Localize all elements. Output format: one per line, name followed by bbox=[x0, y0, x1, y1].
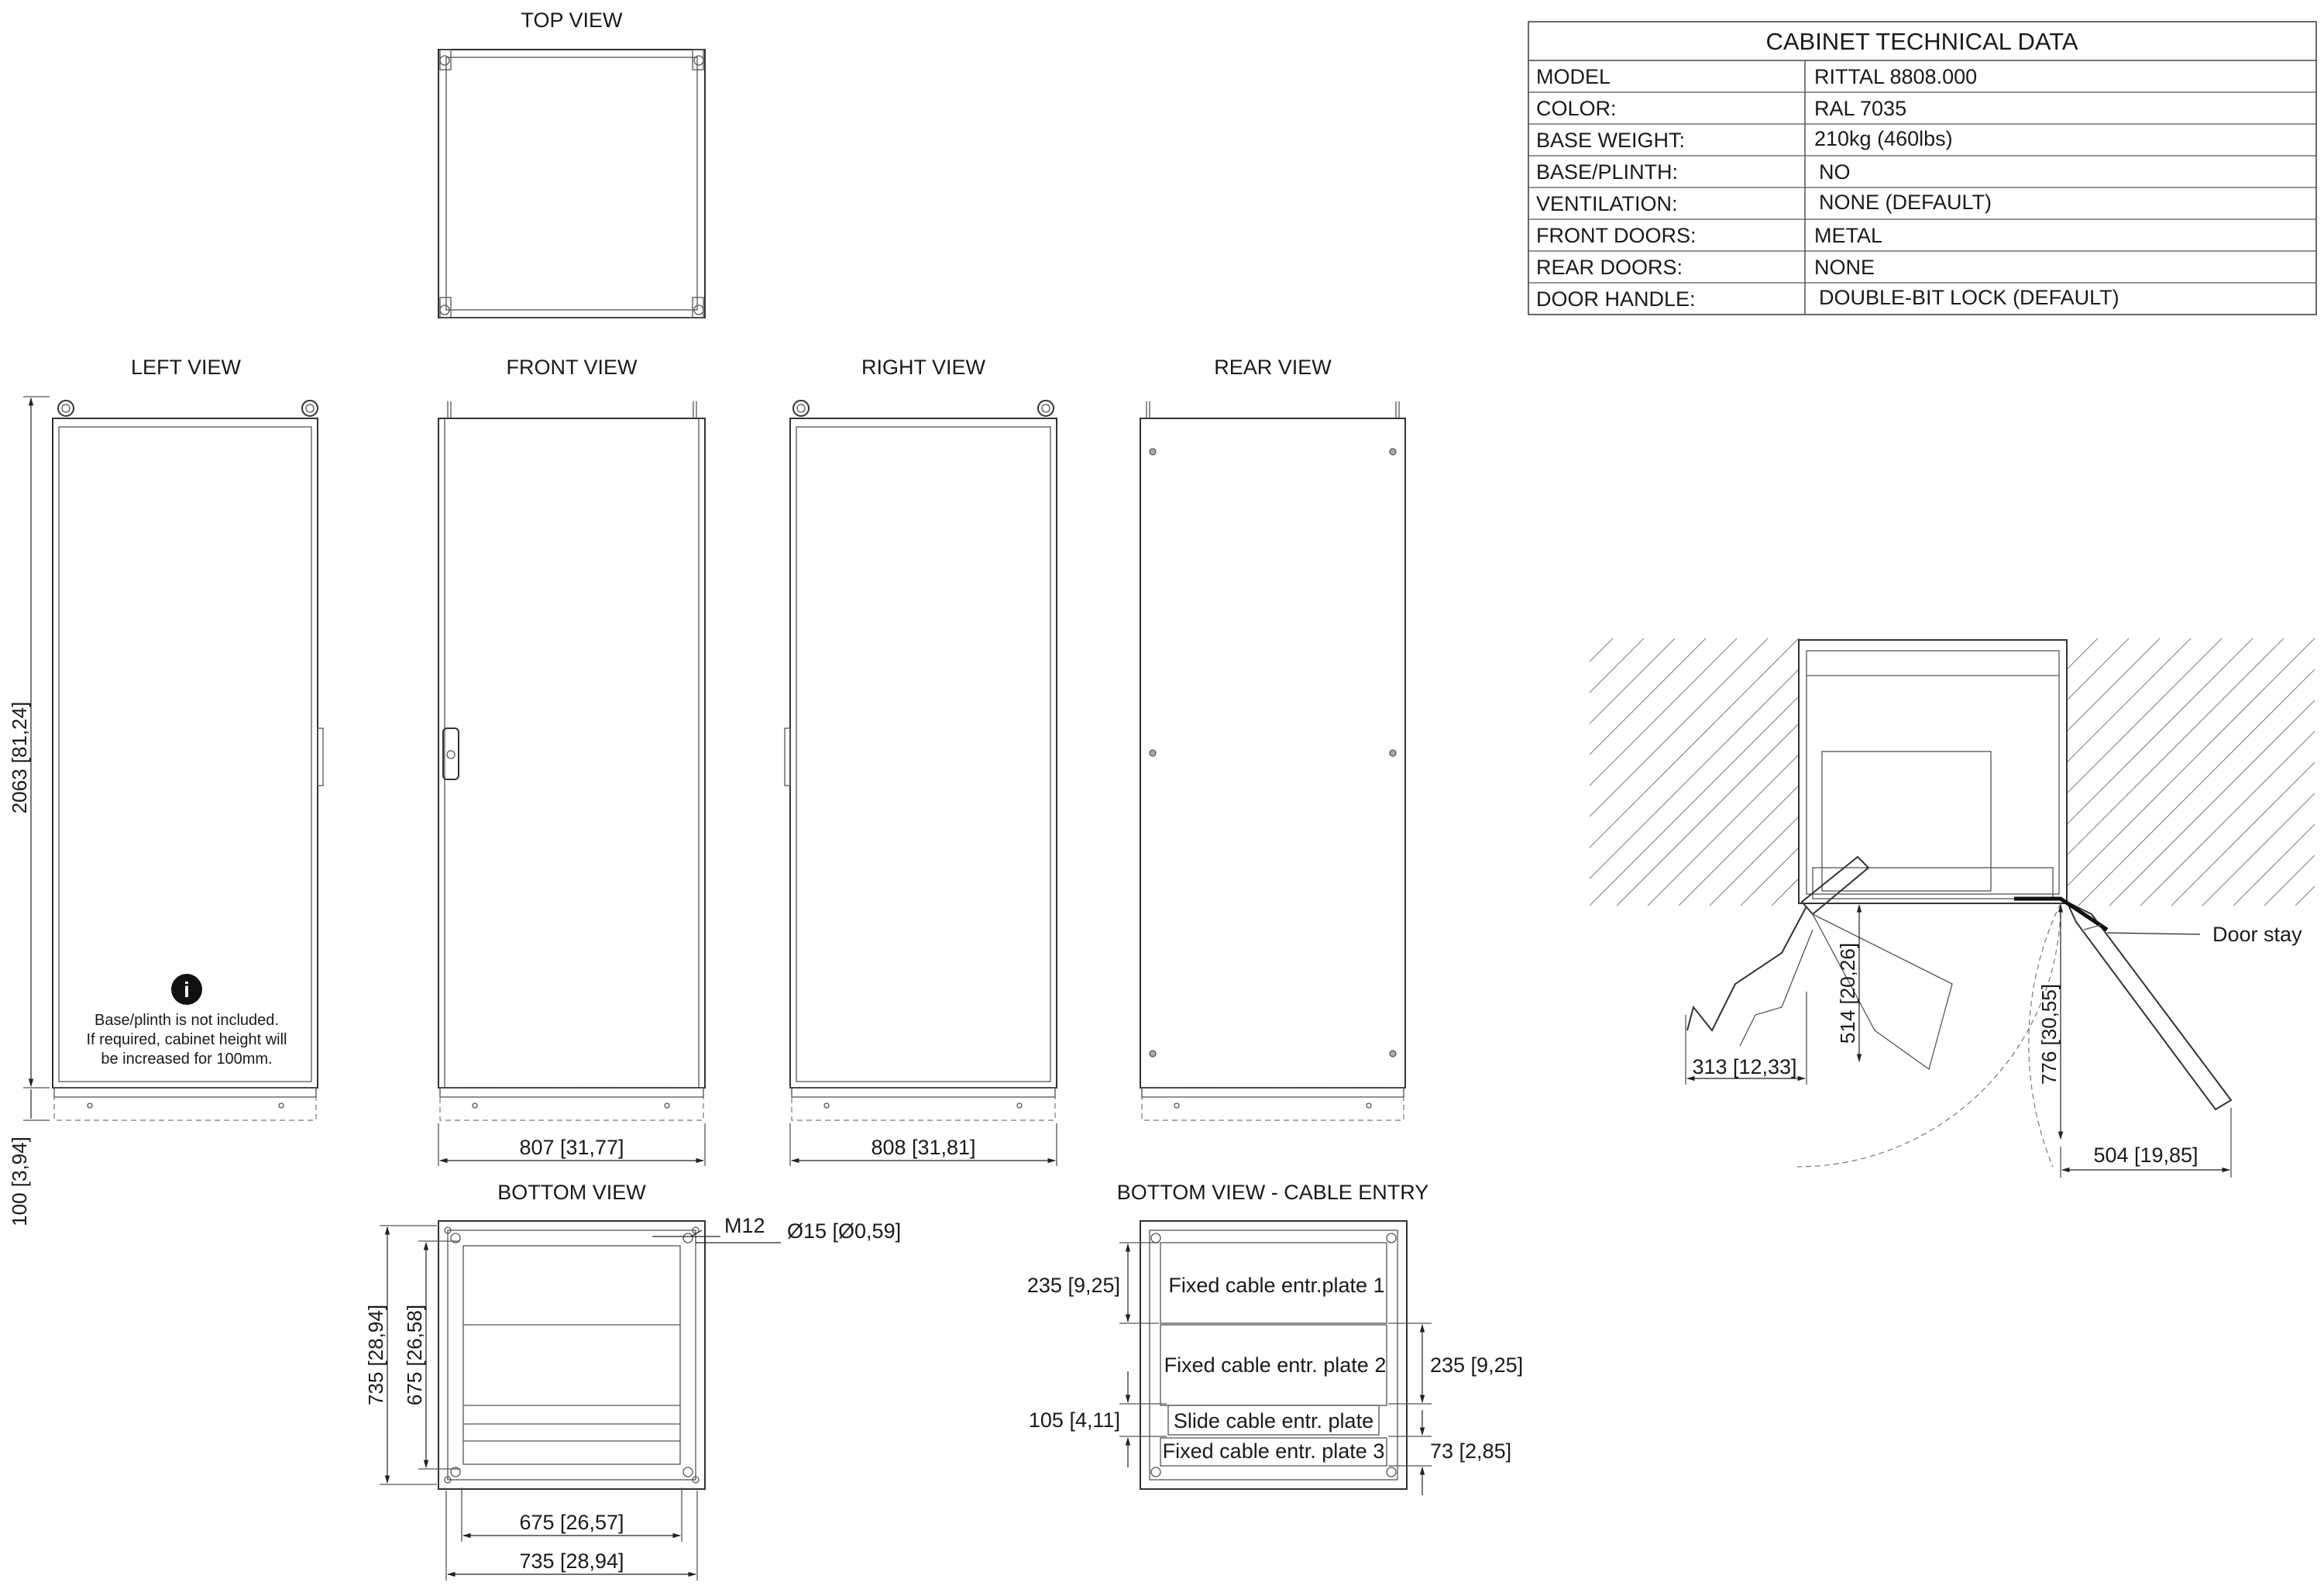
hole-diameter-label: Ø15 [Ø0,59] bbox=[787, 1219, 902, 1243]
note-line-2: If required, cabinet height will bbox=[86, 1031, 287, 1048]
bottom-675-vertical-dimension: 675 [26,58] bbox=[403, 1304, 426, 1406]
right-view bbox=[785, 401, 1057, 1166]
front-view-label: FRONT VIEW bbox=[506, 356, 638, 379]
table-key-base-plinth: BASE/PLINTH: bbox=[1536, 160, 1679, 184]
plinth-dimension: 100 [3,94] bbox=[8, 1137, 31, 1226]
bottom-view bbox=[364, 1214, 901, 1580]
plate-1-label: Fixed cable entr.plate 1 bbox=[1168, 1274, 1385, 1297]
rear-view bbox=[1140, 401, 1405, 1120]
front-view bbox=[438, 401, 705, 1166]
right-view-label: RIGHT VIEW bbox=[861, 356, 986, 379]
table-key-color: COLOR: bbox=[1536, 97, 1617, 120]
technical-data-table bbox=[1528, 22, 2316, 315]
door-stay-label: Door stay bbox=[2212, 923, 2302, 946]
right-width-dimension: 808 [31,81] bbox=[871, 1136, 976, 1159]
bottom-cable-entry-view bbox=[1027, 1221, 1523, 1495]
svg-text:i: i bbox=[184, 978, 190, 1002]
cable-73-dimension: 73 [2,85] bbox=[1430, 1439, 1512, 1463]
table-value-color: RAL 7035 bbox=[1814, 97, 1907, 120]
table-key-base-weight: BASE WEIGHT: bbox=[1536, 129, 1686, 152]
bottom-view-label: BOTTOM VIEW bbox=[497, 1181, 646, 1204]
table-key-ventilation: VENTILATION: bbox=[1536, 192, 1678, 215]
cable-105-dimension: 105 [4,11] bbox=[1028, 1408, 1120, 1432]
base-plinth-note bbox=[86, 974, 287, 1068]
slide-plate-label: Slide cable entr. plate bbox=[1173, 1409, 1374, 1433]
table-value-model: RITTAL 8808.000 bbox=[1814, 65, 1978, 88]
bottom-735-horizontal-dimension: 735 [28,94] bbox=[519, 1549, 624, 1573]
height-dimension: 2063 [81,24] bbox=[8, 701, 31, 814]
door-776-dimension: 776 [30,55] bbox=[2037, 983, 2061, 1085]
table-value-base-plinth: NO bbox=[1819, 160, 1851, 184]
bottom-675-horizontal-dimension: 675 [26,57] bbox=[519, 1511, 624, 1534]
left-view-label: LEFT VIEW bbox=[130, 356, 242, 379]
note-line-1: Base/plinth is not included. bbox=[95, 1012, 279, 1029]
front-width-dimension: 807 [31,77] bbox=[519, 1136, 624, 1159]
table-value-base-weight: 210kg (460lbs) bbox=[1814, 127, 1953, 150]
table-title: CABINET TECHNICAL DATA bbox=[1765, 28, 2078, 55]
table-value-rear-doors: NONE bbox=[1814, 256, 1875, 279]
note-line-3: be increased for 100mm. bbox=[101, 1051, 273, 1068]
table-key-door-handle: DOOR HANDLE: bbox=[1536, 287, 1696, 311]
cable-235-left-dimension: 235 [9,25] bbox=[1026, 1274, 1120, 1297]
bottom-735-vertical-dimension: 735 [28,94] bbox=[364, 1304, 387, 1406]
table-value-front-doors: METAL bbox=[1814, 224, 1883, 247]
m12-label: M12 bbox=[724, 1214, 765, 1237]
top-view-label: TOP VIEW bbox=[521, 9, 623, 32]
plate-3-label: Fixed cable entr. plate 3 bbox=[1162, 1439, 1385, 1463]
bottom-cable-view-label: BOTTOM VIEW - CABLE ENTRY bbox=[1116, 1181, 1429, 1204]
door-opening-detail bbox=[1590, 638, 2315, 1178]
table-key-rear-doors: REAR DOORS: bbox=[1536, 256, 1683, 279]
rear-view-label: REAR VIEW bbox=[1214, 356, 1332, 379]
door-504-dimension: 504 [19,85] bbox=[2093, 1144, 2199, 1167]
door-313-dimension: 313 [12,33] bbox=[1692, 1055, 1797, 1078]
top-view bbox=[438, 50, 705, 318]
plate-2-label: Fixed cable entr. plate 2 bbox=[1164, 1353, 1387, 1377]
table-value-ventilation: NONE (DEFAULT) bbox=[1819, 191, 1992, 214]
table-value-door-handle: DOUBLE-BIT LOCK (DEFAULT) bbox=[1819, 286, 2119, 309]
door-514-dimension: 514 [20,26] bbox=[1836, 942, 1859, 1044]
left-view bbox=[8, 397, 323, 1226]
table-key-model: MODEL bbox=[1536, 65, 1611, 88]
table-key-front-doors: FRONT DOORS: bbox=[1536, 224, 1697, 247]
cable-235-right-dimension: 235 [9,25] bbox=[1430, 1353, 1524, 1377]
